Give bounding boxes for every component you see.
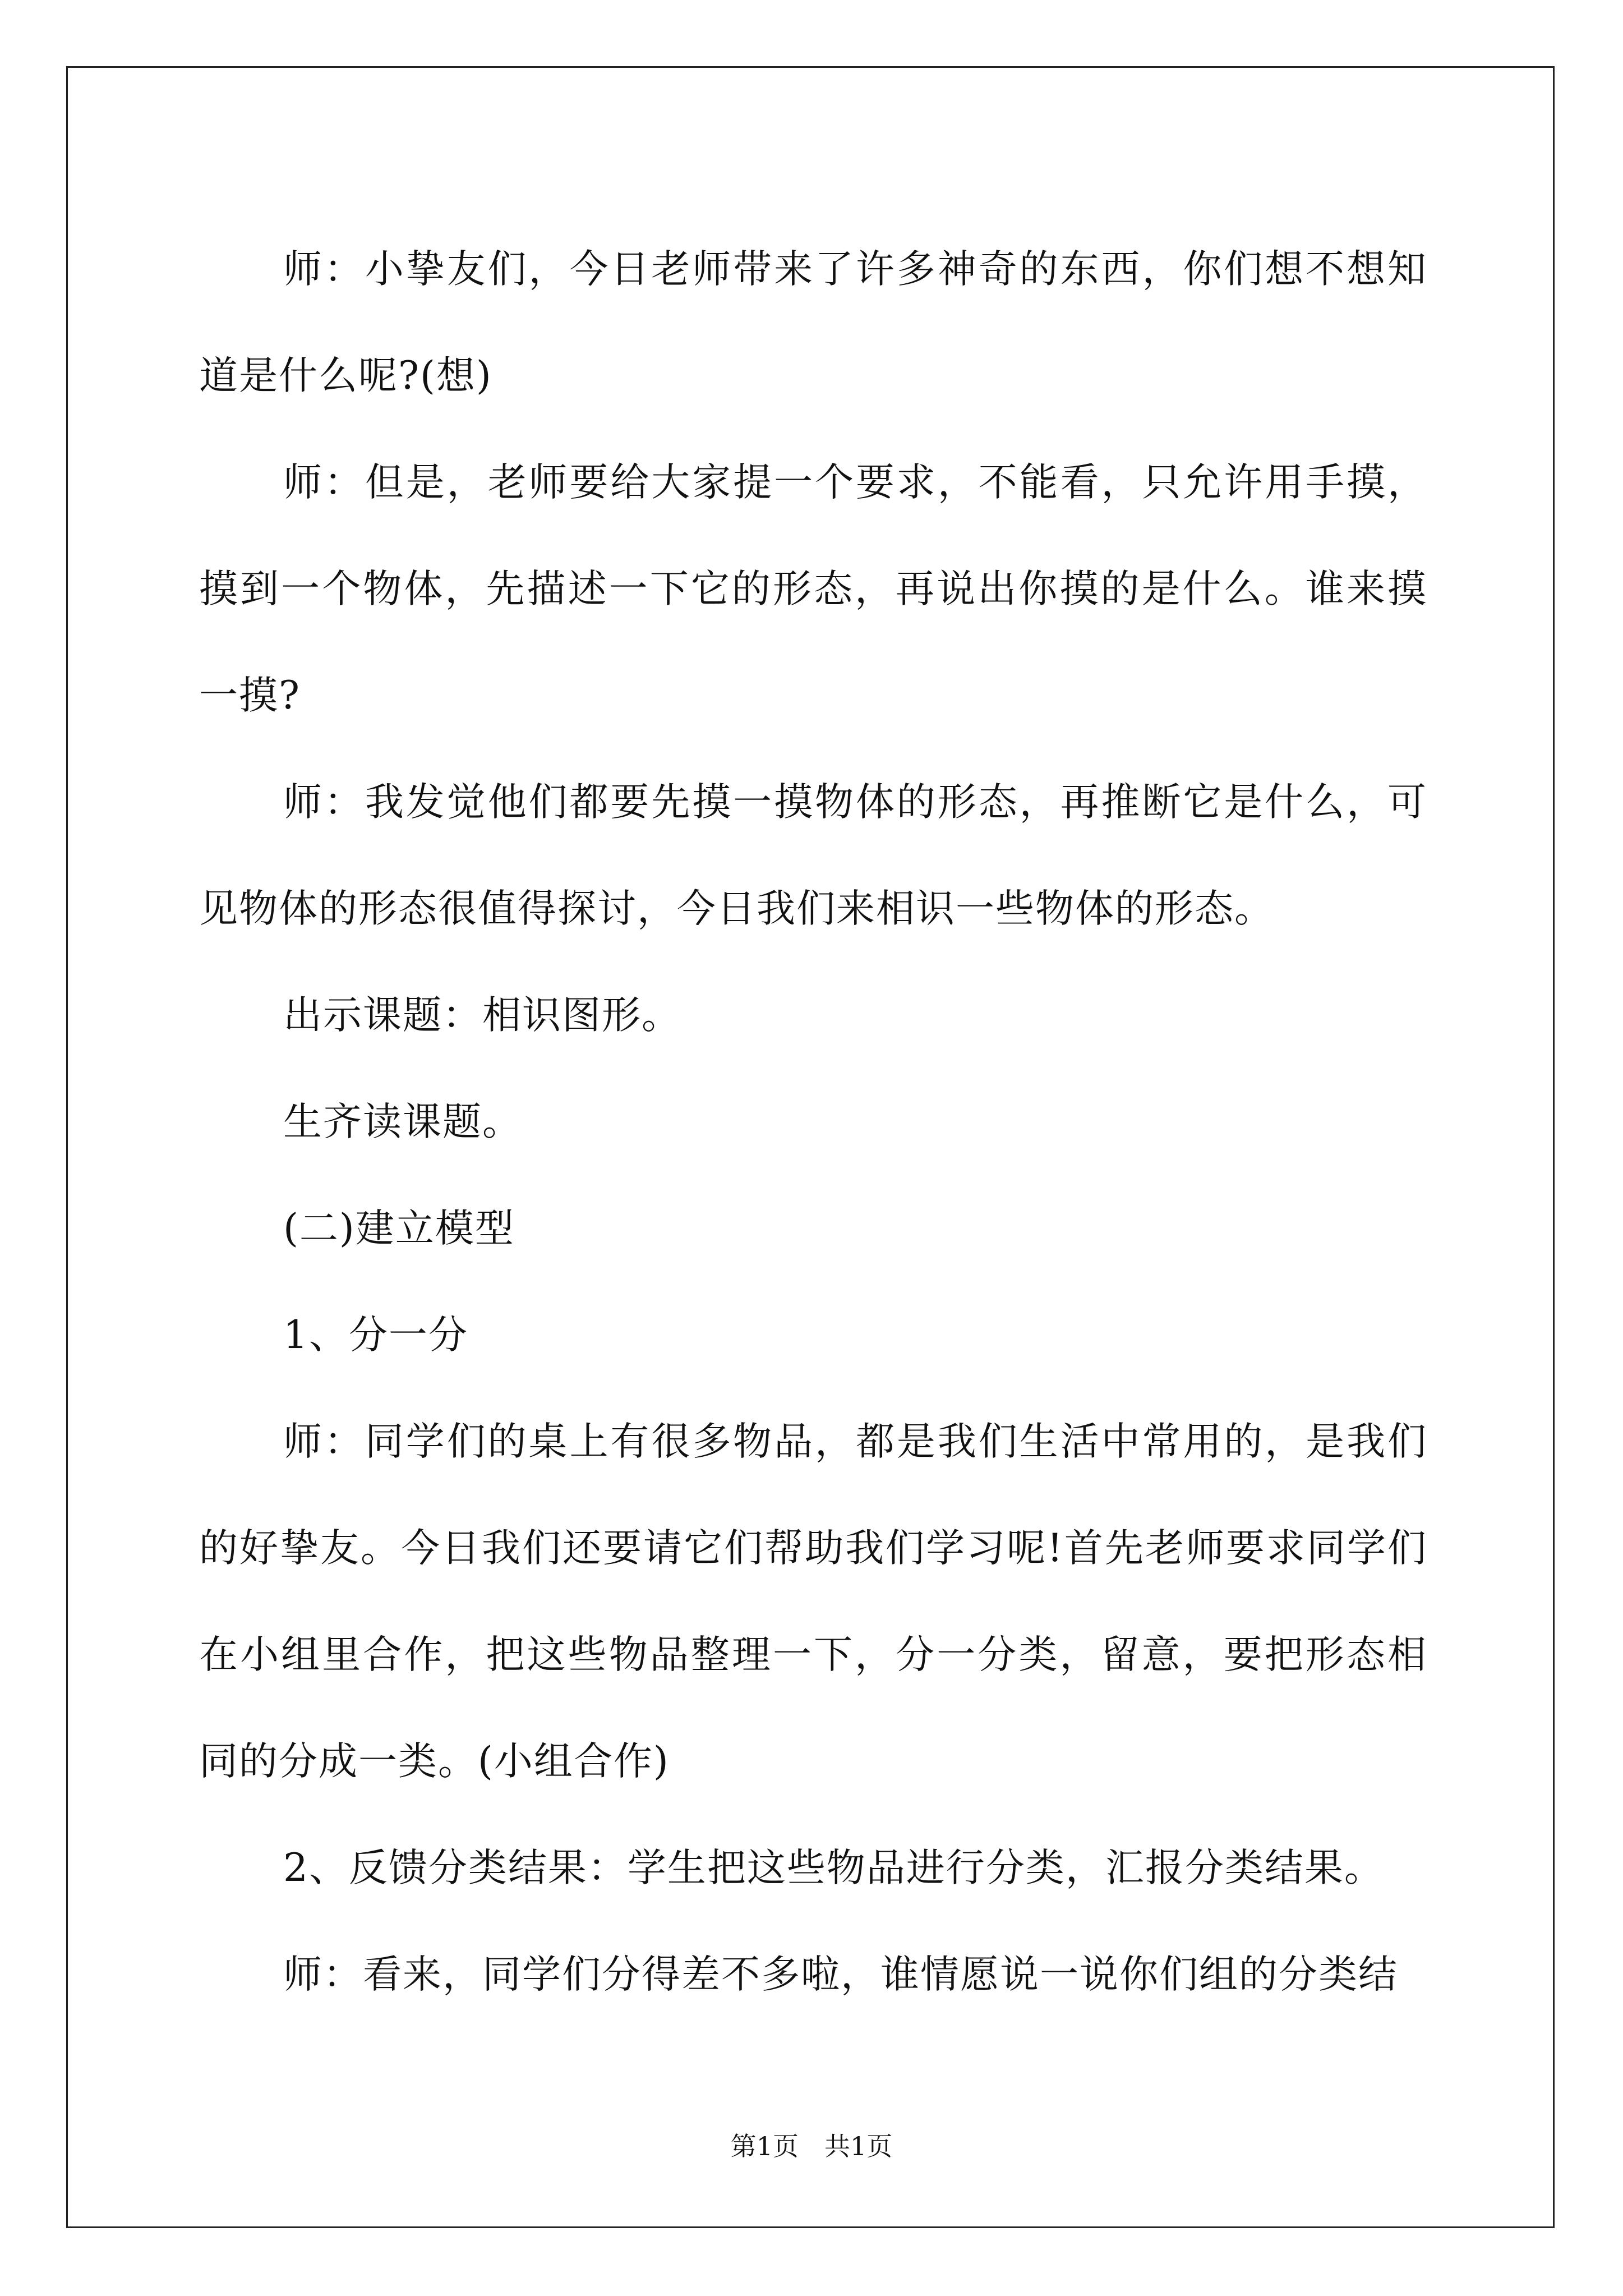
paragraph: 师：看来，同学们分得差不多啦，谁情愿说一说你们组的分类结 [283, 1952, 1398, 1997]
paragraph: 师：但是，老师要给大家提一个要求，不能看，只允许用手摸，摸到一个物体，先描述一下它的形态，再说出你摸的是什么。谁来摸一摸? [199, 460, 1427, 718]
paragraph: 师：同学们的桌上有很多物品，都是我们生活中常用的，是我们的好挚友。今日我们还要请它们帮助我们学习呢!首先老师要求同学们在小组里合作，把这些物品整理一下，分一分类，留意，要把形态相同的分成一类。(小组合作) [199, 1419, 1427, 1784]
paragraph: 生齐读课题。 [283, 1099, 522, 1144]
paragraph: 师：小挚友们，今日老师带来了许多神奇的东西，你们想不想知道是什么呢?(想) [199, 247, 1427, 398]
document-body [199, 216, 1427, 2028]
section-heading: (二)建立模型 [283, 1206, 515, 1251]
subsection-heading: 1、分一分 [283, 1313, 468, 1358]
paragraph: 出示课题：相识图形。 [283, 993, 681, 1038]
page-footer: 第1页 共1页 [730, 2131, 893, 2161]
paragraph: 2、反馈分类结果：学生把这些物品进行分类，汇报分类结果。 [283, 1846, 1384, 1890]
paragraph: 师：我发觉他们都要先摸一摸物体的形态，再推断它是什么，可见物体的形态很值得探讨，今日我们来相识一些物体的形态。 [199, 780, 1427, 931]
